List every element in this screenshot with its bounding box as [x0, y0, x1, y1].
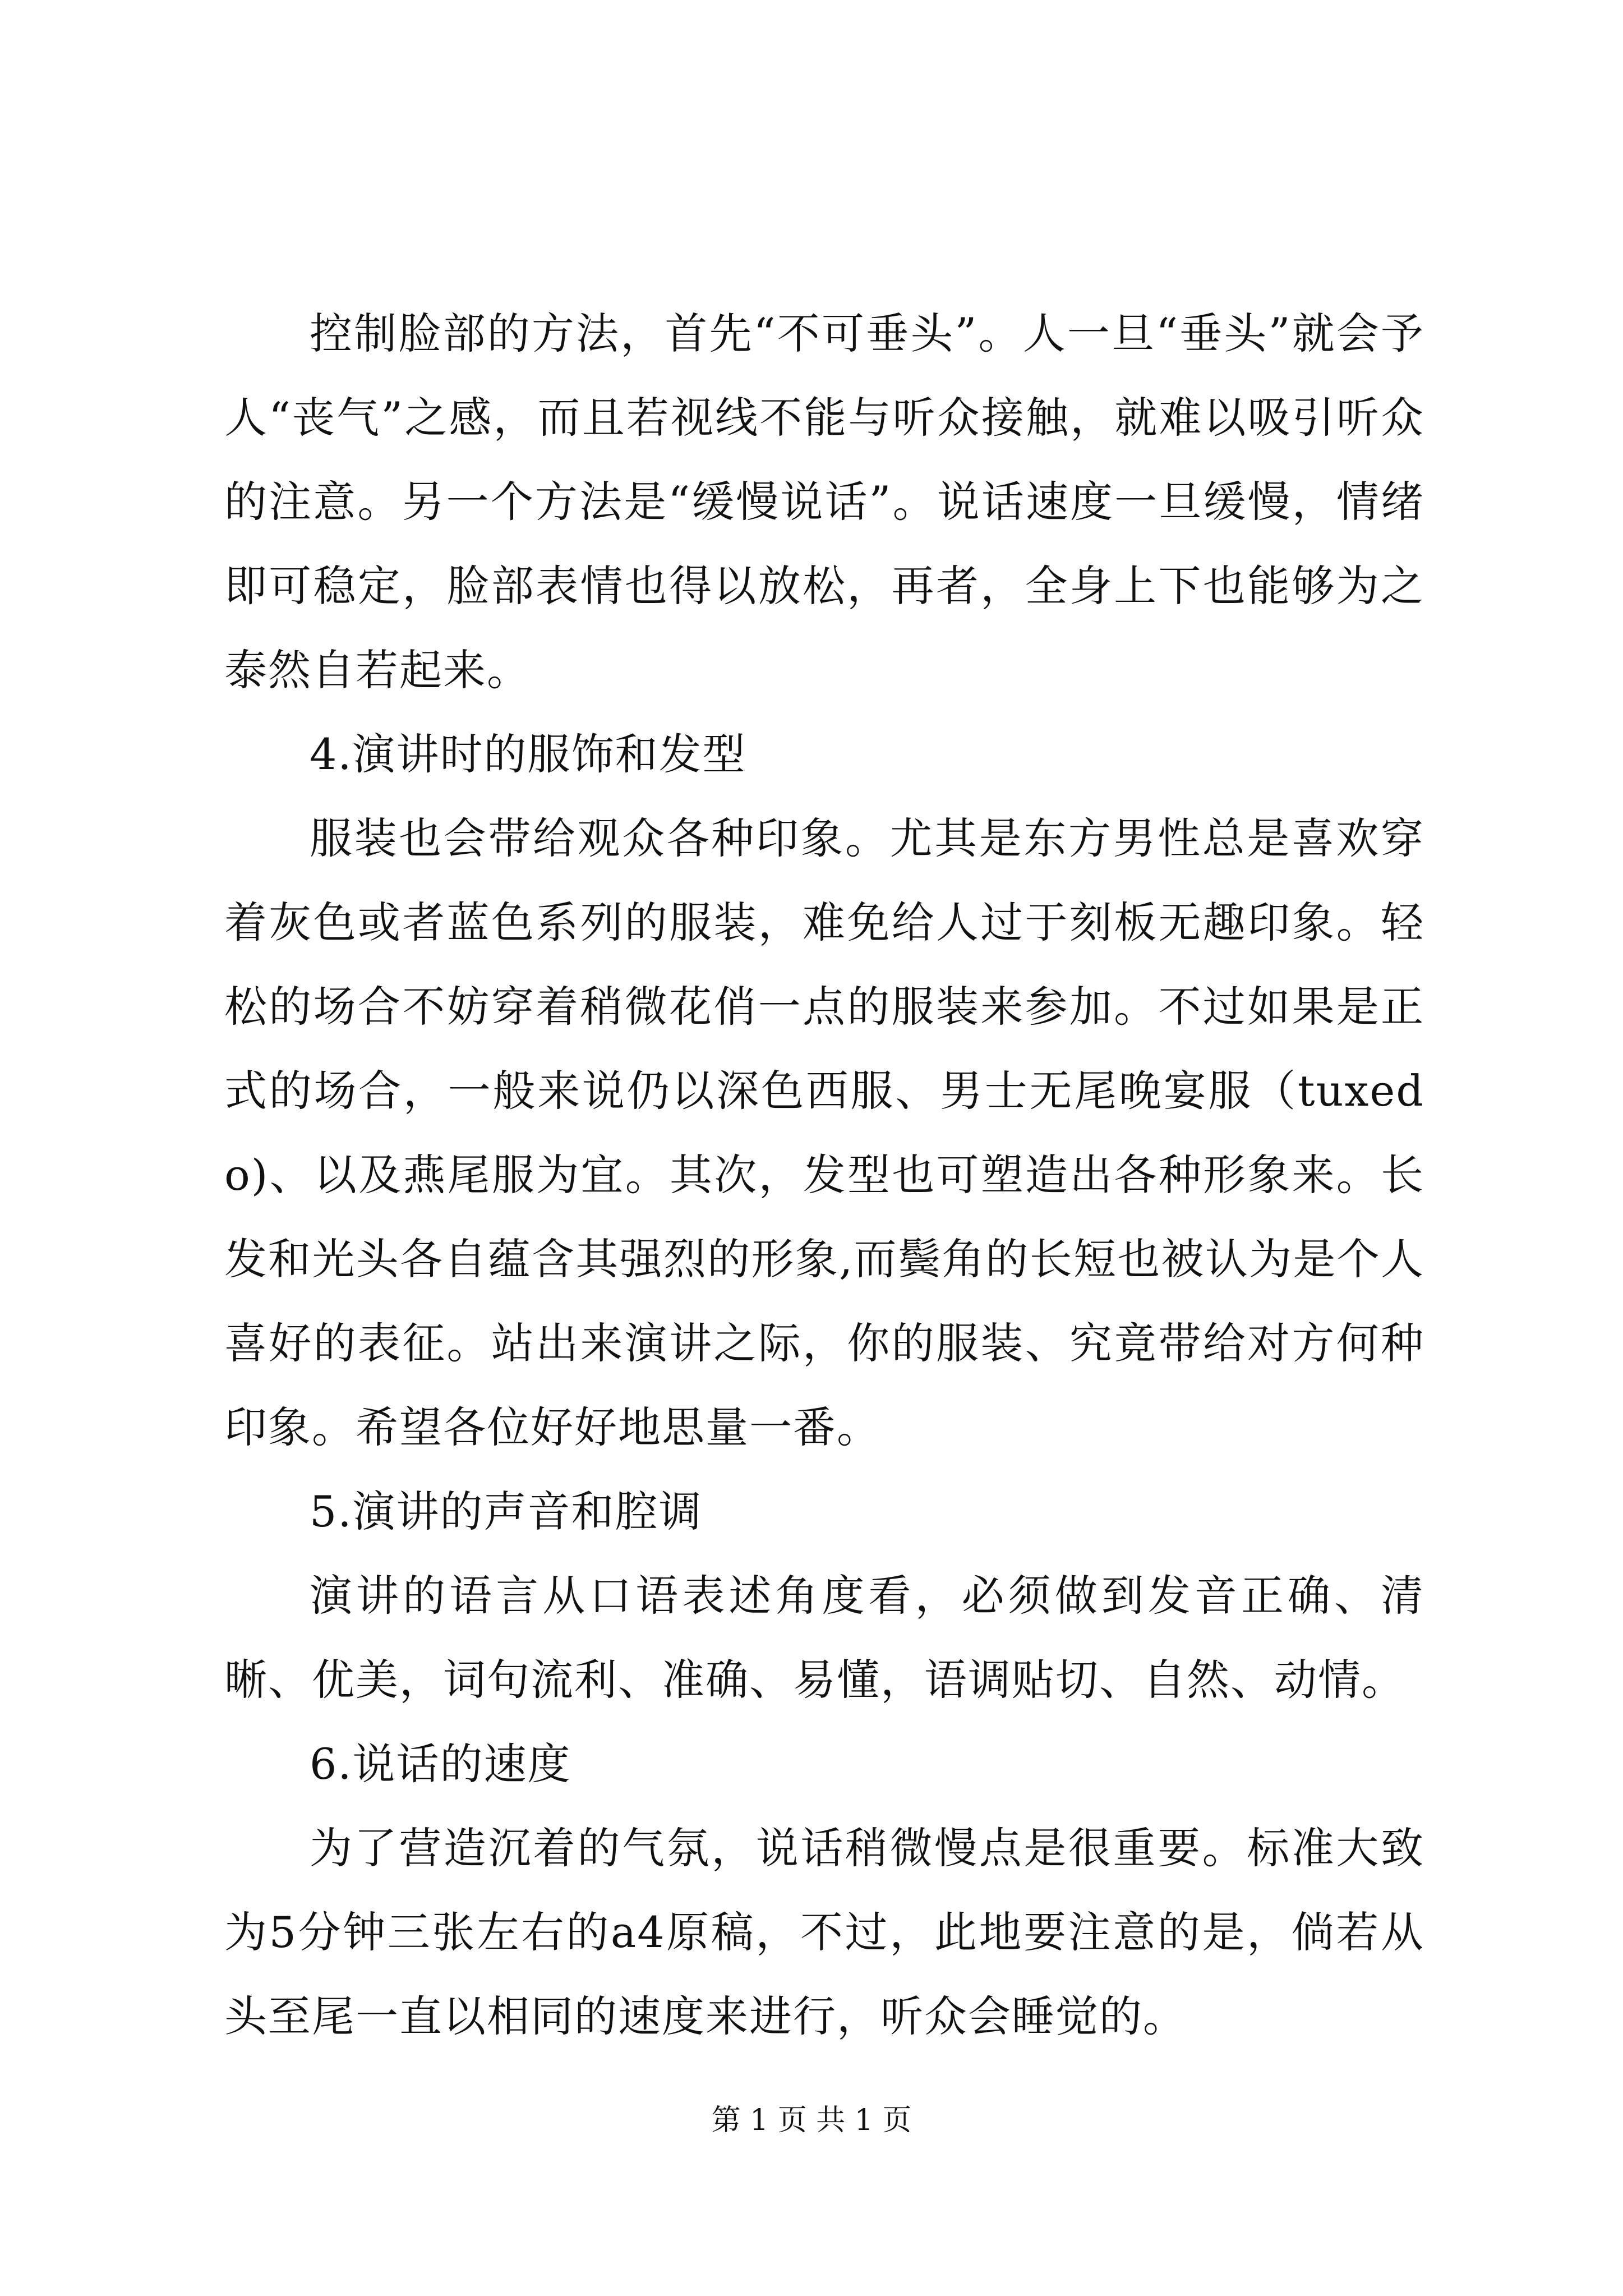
paragraph-speed: 为了营造沉着的气氛，说话稍微慢点是很重要。标准大致为5分钟三张左右的a4原稿，不过，此地要注意的是，倘若从头至尾一直以相同的速度来进行，听众会睡觉的。	[224, 1823, 1424, 2041]
heading-attire-hairstyle: 4.演讲时的服饰和发型	[310, 729, 746, 779]
paragraph-attire: 服装也会带给观众各种印象。尤其是东方男性总是喜欢穿着灰色或者蓝色系列的服装，难免给人过于刻板无趣印象。轻松的场合不妨穿着稍微花俏一点的服装来参加。不过如果是正式的场合，一般来说仍以深色西服、男士无尾晚宴服（tuxedo)、以及燕尾服为宜。其次，发型也可塑造出各种形象来。长发和光头各自蕴含其强烈的形象,而鬓角的长短也被认为是个人喜好的表征。站出来演讲之际，你的服装、究竟带给对方何种印象。希望各位好好地思量一番。	[224, 813, 1424, 1452]
page-footer: 第 1 页 共 1 页	[711, 2104, 912, 2137]
paragraph-voice: 演讲的语言从口语表述角度看，必须做到发音正确、清晰、优美，词句流利、准确、易懂，语调贴切、自然、动情。	[224, 1571, 1424, 1705]
heading-speaking-speed: 6.说话的速度	[310, 1739, 571, 1789]
heading-voice-tone: 5.演讲的声音和腔调	[310, 1487, 703, 1536]
document-body	[224, 292, 1424, 2059]
paragraph-face-control: 控制脸部的方法，首先“不可垂头”。人一旦“垂头”就会予人“丧气”之感，而且若视线不能与听众接触，就难以吸引听众的注意。另一个方法是“缓慢说话”。说话速度一旦缓慢，情绪即可稳定，脸部表情也得以放松，再者，全身上下也能够为之泰然自若起来。	[224, 309, 1424, 695]
